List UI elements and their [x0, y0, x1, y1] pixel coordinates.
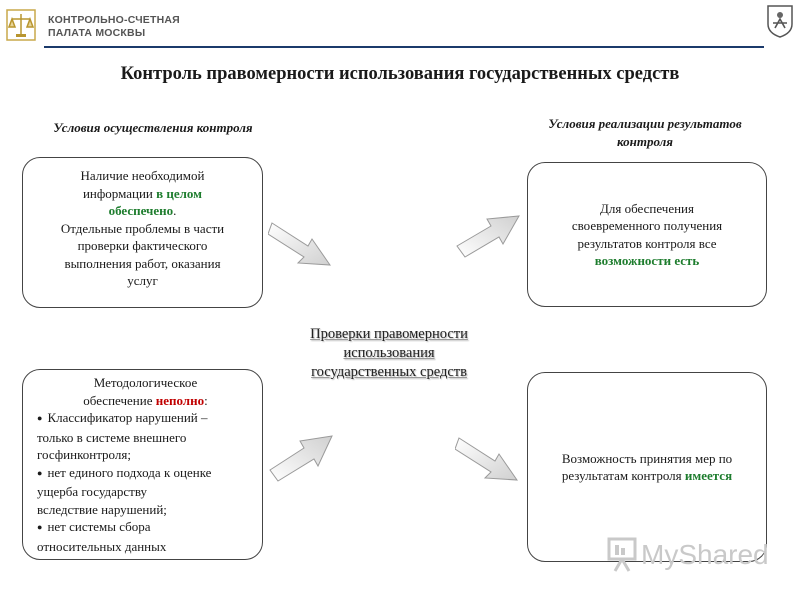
central-topic-line: Проверки правомерности — [310, 326, 468, 342]
list-item-text: нет единого подхода к оценке — [47, 464, 212, 480]
presentation-board-icon — [607, 537, 637, 573]
box2-highlight: неполно — [155, 392, 205, 408]
watermark — [607, 537, 769, 573]
organization-name — [48, 14, 180, 40]
box1-highlight: в целом — [156, 185, 203, 201]
bullet-icon: ● — [37, 467, 43, 478]
list-item-text: Классификатор нарушений – — [47, 410, 208, 425]
right-heading-line2: контроля — [617, 134, 673, 149]
box2-text: обеспечение — [83, 392, 156, 408]
box1-line: Отдельные проблемы в части — [60, 220, 225, 236]
box1-line — [33, 185, 252, 203]
box1-highlight: обеспечено — [108, 203, 174, 218]
box1-line: услуг — [127, 273, 158, 288]
box2-line: Методологическое — [93, 375, 198, 390]
box3-line: результатов контроля все — [577, 235, 717, 251]
methodology-issues-list — [37, 409, 254, 555]
list-item-text: ущерба государству — [37, 484, 148, 499]
list-item-text: госфинконтроля; — [37, 447, 131, 462]
page-title: Контроль правомерности использования государственных средств — [120, 64, 680, 84]
arrow-up-right-icon — [455, 206, 525, 266]
box3-highlight: возможности есть — [594, 253, 700, 268]
list-item — [37, 409, 254, 464]
box2-line — [37, 392, 254, 410]
arrow-down-right-icon — [455, 428, 525, 488]
watermark-text: MyShared — [641, 539, 769, 570]
header-divider — [44, 46, 764, 48]
kspm-logo-icon — [6, 8, 36, 42]
list-item-text: относительных данных — [37, 538, 167, 554]
org-name-line2: ПАЛАТА МОСКВЫ — [48, 27, 146, 39]
box1-text: . — [173, 203, 177, 218]
box3-line: своевременного получения — [571, 218, 723, 233]
measures-box — [527, 372, 767, 562]
box1-line: Наличие необходимой — [80, 168, 205, 183]
box2-text: : — [204, 392, 208, 408]
box1-text: информации — [82, 185, 157, 201]
box4-highlight: имеется — [684, 468, 733, 483]
arrow-up-right-icon — [268, 426, 338, 486]
arrow-down-right-icon — [268, 213, 338, 273]
left-column-heading: Условия осуществления контроля — [53, 120, 253, 135]
box3-line: Для обеспечения — [600, 200, 694, 216]
moscow-coat-of-arms-icon — [766, 4, 794, 38]
bullet-icon: ● — [37, 413, 43, 423]
central-topic-line: государственных средств — [311, 364, 467, 380]
methodology-box — [22, 369, 263, 560]
list-item-text: только в системе внешнего — [37, 429, 187, 445]
box4-line: Возможность принятия мер по — [561, 450, 733, 466]
box1-line: выполнения работ, оказания — [64, 255, 221, 271]
org-name-line1: КОНТРОЛЬНО-СЧЕТНАЯ — [48, 14, 180, 26]
box4-text: результатам контроля — [561, 468, 685, 483]
list-item-text: нет системы сбора — [47, 519, 151, 534]
list-item — [37, 464, 254, 519]
list-item — [37, 518, 254, 555]
box1-line — [33, 202, 252, 220]
central-topic-line: использования — [343, 345, 435, 361]
box1-line: проверки фактического — [77, 238, 208, 253]
list-item-text: вследствие нарушений; — [37, 501, 167, 517]
bullet-icon: ● — [37, 522, 43, 532]
information-availability-box — [22, 157, 263, 308]
right-heading-line1: Условия реализации результатов — [548, 116, 742, 131]
box4-line — [542, 467, 752, 485]
central-topic — [278, 325, 500, 382]
timely-results-box — [527, 162, 767, 307]
right-column-heading — [505, 115, 785, 151]
